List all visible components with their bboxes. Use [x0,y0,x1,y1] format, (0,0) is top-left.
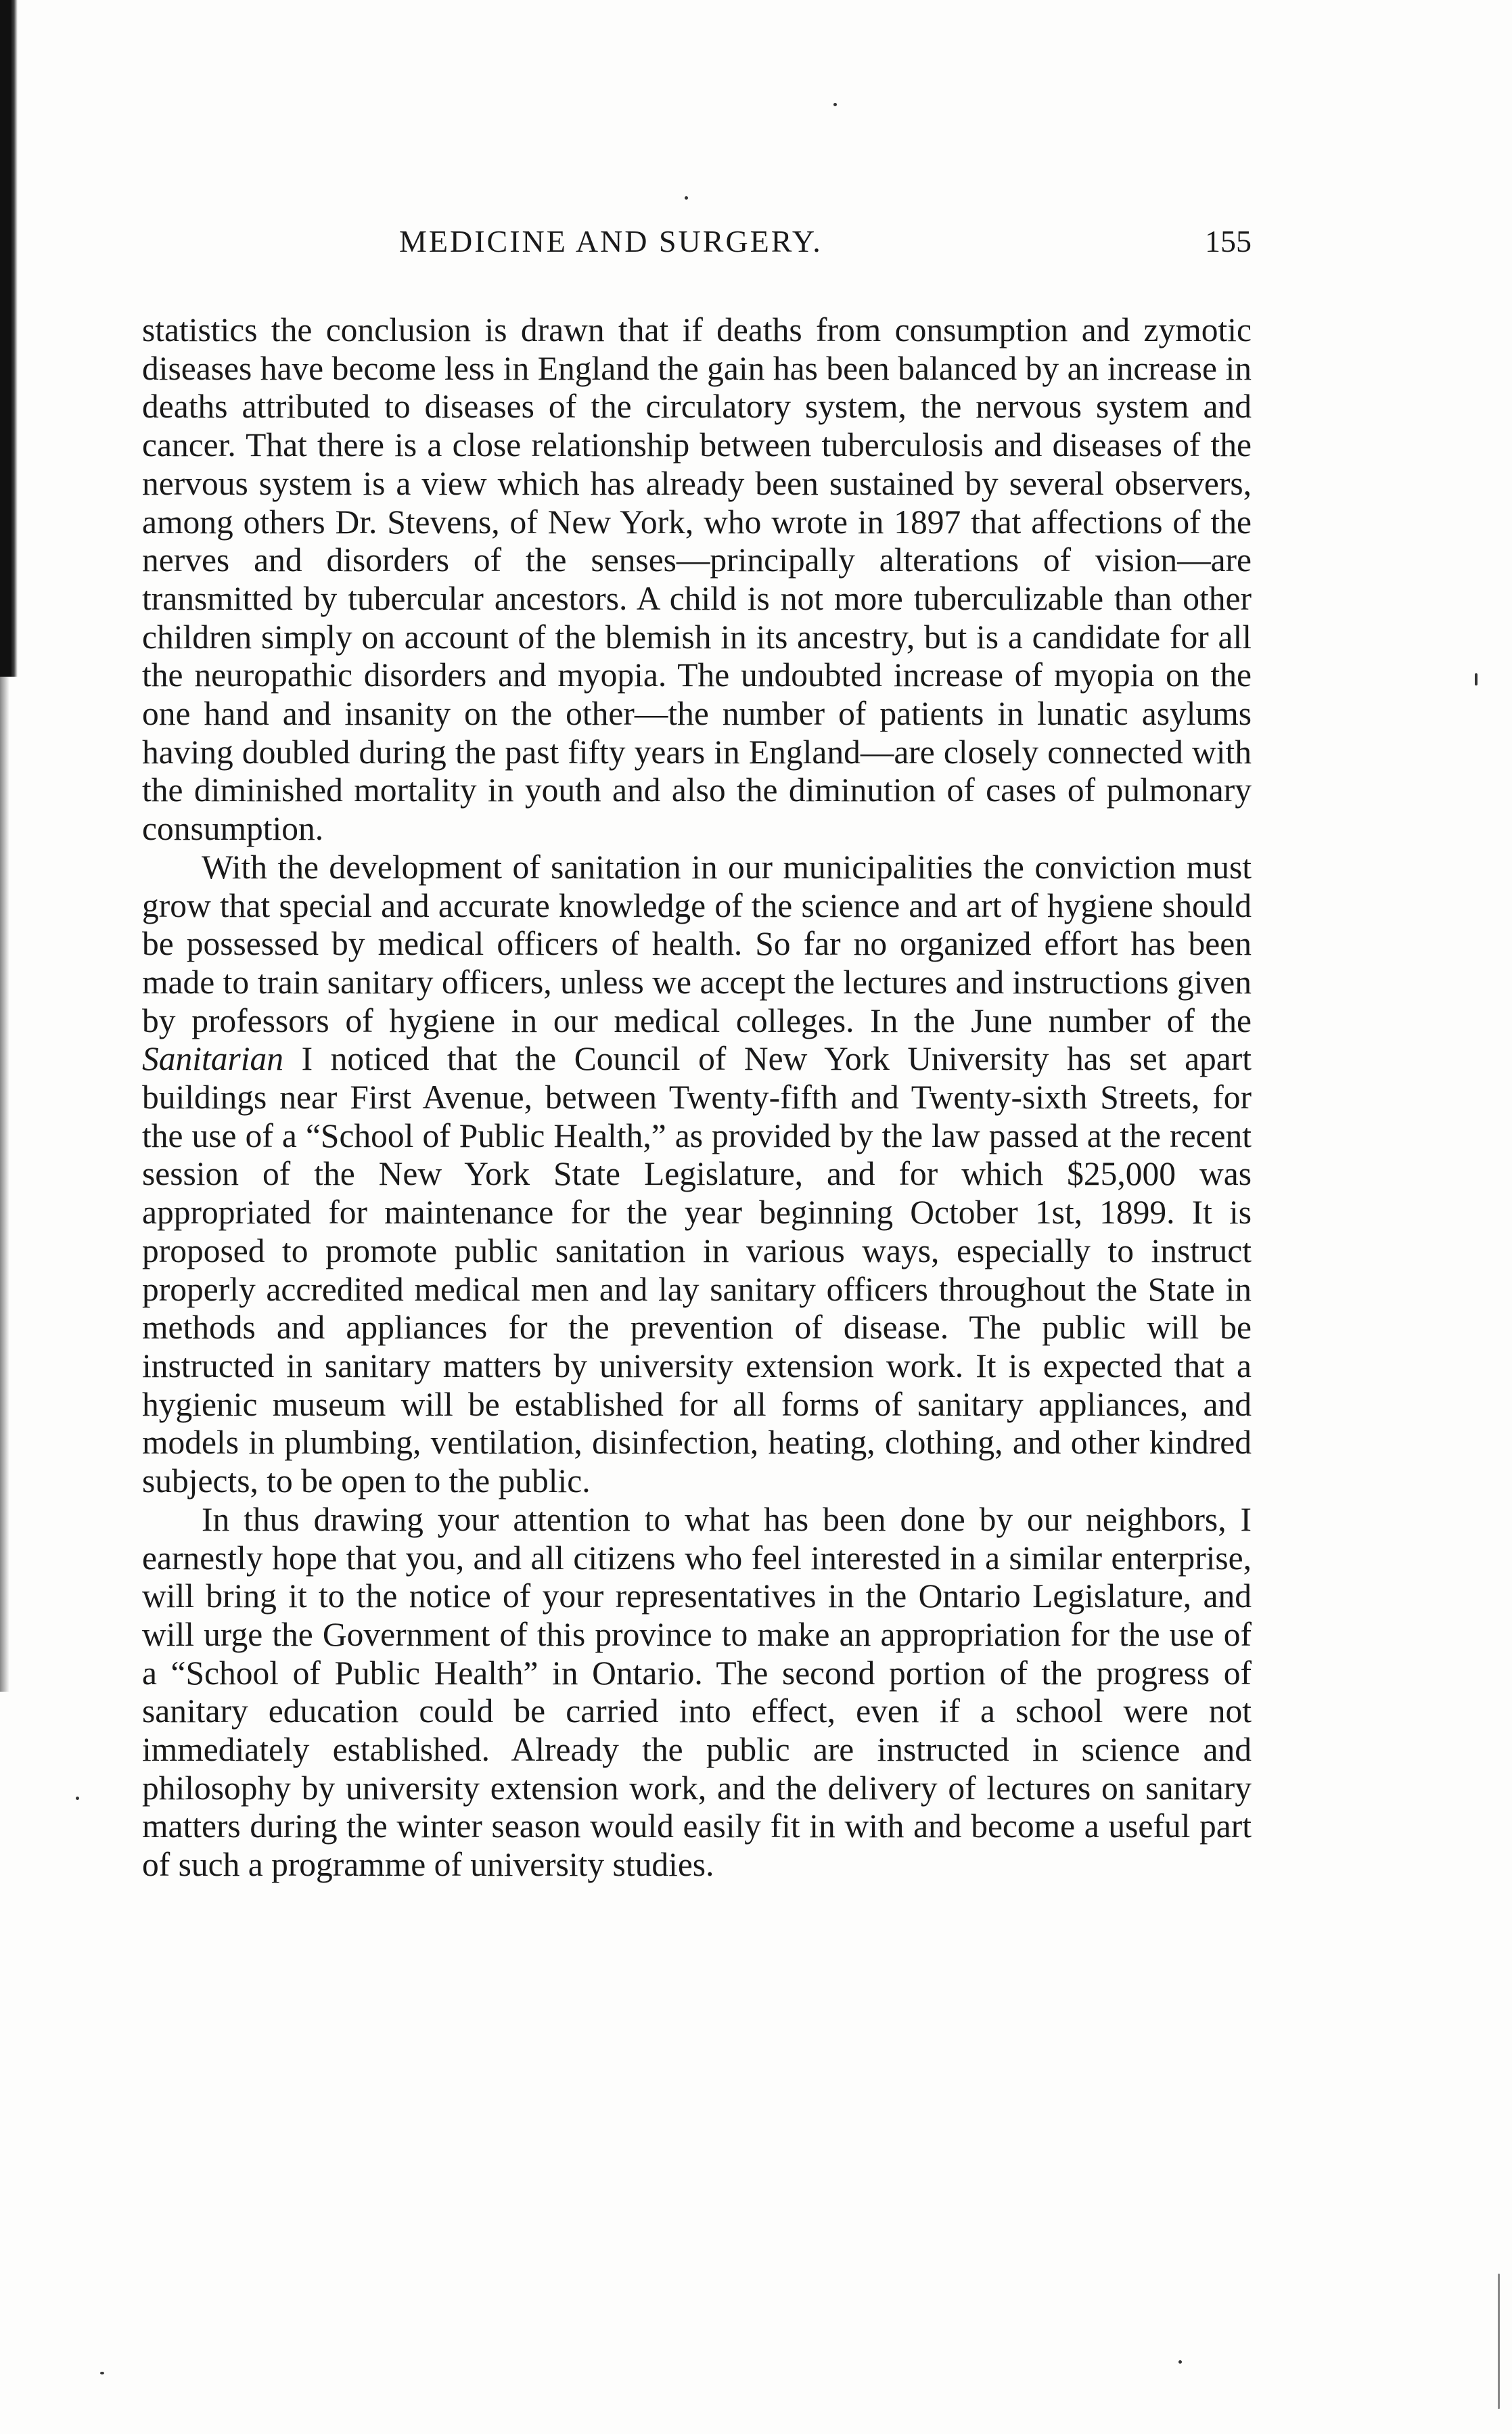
scan-edge-line [1498,2274,1500,2409]
scan-speck [1475,673,1477,685]
binding-shadow-lower [0,677,9,1692]
paragraph-continued: statistics the conclusion is drawn that if deaths from consumption and zymotic diseases have become less in England the gain has been balanced by an increase in deaths attributed to diseases of the circulatory system, the nervous system and cancer. That there is a close relationship between tuberculosis and diseases of the nervous system is a view which has already been sustained by several observers, among others Dr. Stevens, of New York, who wrote in 1897 that affections of the nerves and disorders of the senses—principally alterations of vision—are transmitted by tubercular ancestors. A child is not more tuberculizable than other children simply on account of the blemish in its ancestry, but is a candidate for all the neuropathic disorders and myopia. The undoubted increase of myopia on the one hand and insanity on the other—the number of patients in lunatic asylums having doubled during the past fifty years in England—are closely connected with the diminished mortality in youth and also the diminution of cases of pulmonary consumption. [142,311,1252,848]
paragraph-appeal: In thus drawing your attention to what has been done by our neighbors, I earnestly hope that you, and all citizens who feel interested in a similar enterprise, will bring it to the notice of your representatives in the Ontario Legislature, and will urge the Government of this province to make an appropriation for the use of a “School of Public Health” in Ontario. The second portion of the progress of sanitary education could be carried into effect, even if a school were not immediately established. Already the public are instructed in science and philosophy by university extension work, and the delivery of lectures on sanitary matters during the winter season would easily fit in with and become a useful part of such a programme of university studies. [142,1500,1252,1884]
running-head [142,223,1252,271]
journal-title: Sanitarian [142,1040,284,1078]
binding-shadow [0,0,18,677]
scan-speck [833,103,837,106]
paragraph-text-end: I noticed that the Council of New York University has set apart buildings near First Avenue, between Twenty-fifth and Twenty-sixth Streets, for the use of a “School of Public Health,” as provided by the law passed at the recent session of the New York State Legislature, and for which $25,000 was appropriated for maintenance for the year beginning October 1st, 1899. It is proposed to promote public sanitation in various ways, especially to instruct properly accredited medical men and lay sanitary officers throughout the State in methods and appliances for the prevention of disease. The public will be instructed in sanitary matters by university extension work. It is expected that a hygienic museum will be established for all forms of sanitary appliances, and models in plumbing, ventilation, disinfection, heating, clothing, and other kindred subjects, to be open to the public. [142,1040,1252,1500]
scan-speck [76,1797,79,1800]
scan-speck [685,196,688,200]
paragraph-sanitation [142,849,1252,1501]
scan-speck [100,2372,104,2374]
scan-speck [1178,2360,1182,2364]
body-text [142,311,1252,1885]
running-title: MEDICINE AND SURGERY. [399,224,823,258]
page-number: 155 [1205,224,1252,258]
paragraph-text-start: With the development of sanitation in our municipalities the conviction must grow that special and accurate knowledge of the science and art of hygiene should be possessed by medical officers of health. So far no organized effort has been made to train sanitary officers, unless we accept the lectures and instructions given by professors of hygiene in our medical colleges. In the June number of the [142,848,1252,1039]
